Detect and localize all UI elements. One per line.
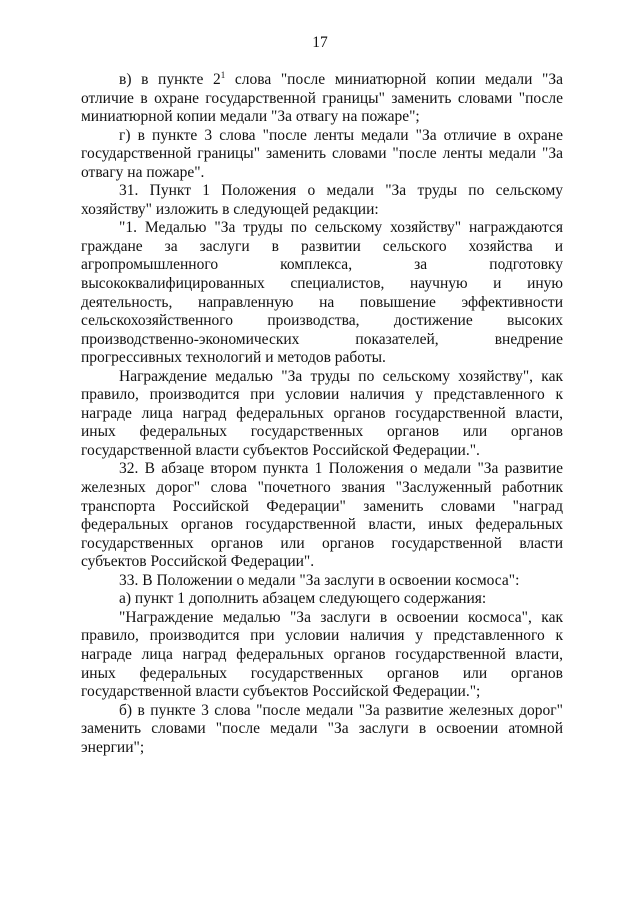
paragraph-32: 32. В абзаце втором пункта 1 Положения о медали "За развитие железных дорог" слова "почетного звания "Заслуженный работник транспорта Российской Федерации" заменить словами "наград федеральных органов государственной власти, иных федеральных государственных органов или органов государственной власти субъектов Российской Федерации". xyxy=(81,460,563,571)
paragraph-33-quote: "Награждение медалью "За заслуги в освоении космоса", как правило, производится при условии наличия у представленного к награде лица наград федеральных органов государственной власти, иных федеральных государственных органов или органов государственной власти субъектов Российской Федерации."; xyxy=(81,608,563,701)
paragraph-31: 31. Пункт 1 Положения о медали "За труды по сельскому хозяйству" изложить в следующей редакции: xyxy=(81,182,563,218)
paragraph-item-g: г) в пункте 3 слова "после ленты медали "За отличие в охране государственной границы" заменить словами "после ленты медали "За отвагу на пожаре". xyxy=(81,126,563,181)
paragraph-text: в) в пункте 2 xyxy=(119,71,221,88)
document-body xyxy=(81,71,563,757)
paragraph-item-v xyxy=(81,71,563,127)
page-number: 17 xyxy=(312,34,328,51)
paragraph-33-item-b: б) в пункте 3 слова "после медали "За развитие железных дорог" заменить словами "после медали "За заслуги в освоении атомной энергии"; xyxy=(81,701,563,756)
paragraph-33: 33. В Положении о медали "За заслуги в освоении космоса": xyxy=(119,571,520,589)
paragraph-33-item-a: а) пункт 1 дополнить абзацем следующего содержания: xyxy=(119,590,487,608)
paragraph-31-award-condition: Награждение медалью "За труды по сельскому хозяйству", как правило, производится при условии наличия у представленного к награде лица наград федеральных органов государственной власти, иных федеральных государственных органов или органов государственной власти субъектов Российской Федерации.". xyxy=(81,367,563,459)
superscript-number: 1 xyxy=(220,70,226,80)
paragraph-text: слова "после миниатюрной копии медали "За отличие в охране государственной границы" заменить словами "после миниатюрной копии медали "За отвагу на пожаре"; xyxy=(81,71,563,126)
paragraph-31-quote: "1. Медалью "За труды по сельскому хозяйству" награждаются граждане за заслуги в развитии сельского хозяйства и агропромышленного комплекса, за подготовку высококвалифицированных специалистов, научную и иную деятельность, направленную на повышение эффективности сельскохозяйственного производства, достижение высоких производственно-экономических показателей, внедрение прогрессивных технологий и методов работы. xyxy=(81,219,563,367)
